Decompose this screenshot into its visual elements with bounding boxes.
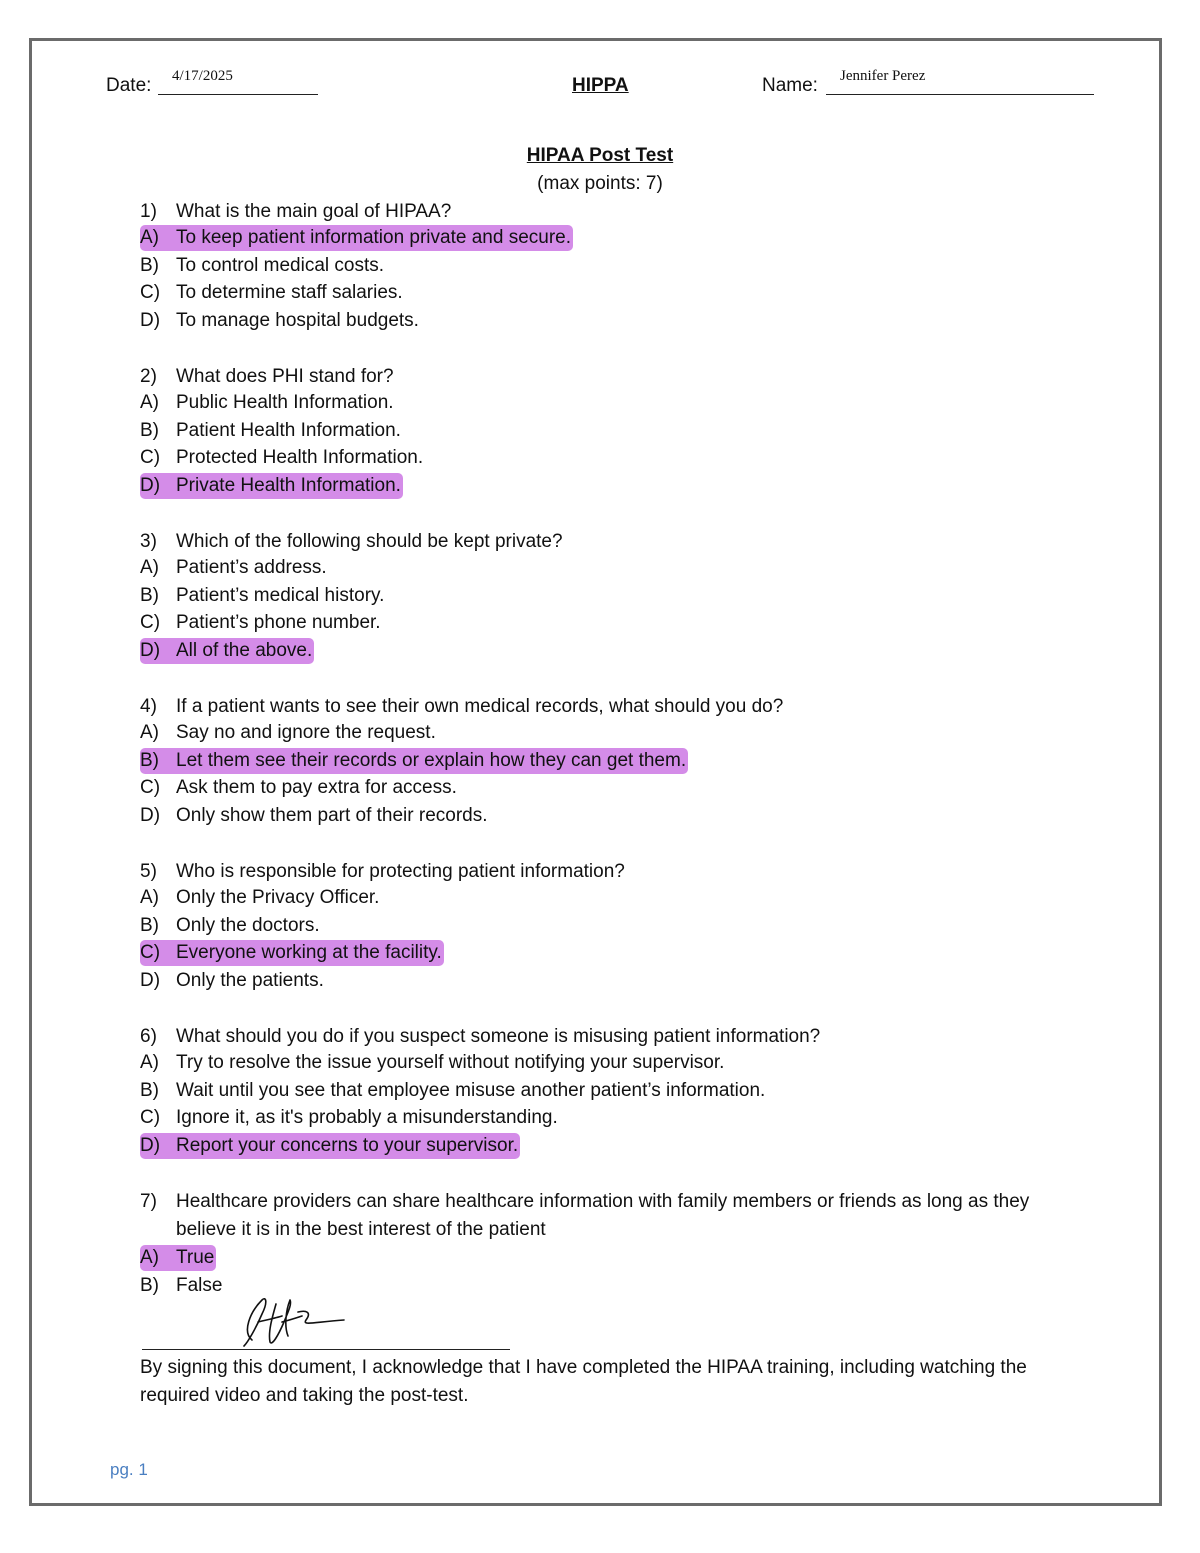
question-number: 5) [140, 861, 157, 882]
name-value: Jennifer Perez [840, 68, 926, 84]
answer-option[interactable] [140, 555, 327, 581]
question-text: What should you do if you suspect someone is misusing patient information? [176, 1026, 821, 1047]
option-letter: C) [140, 612, 161, 633]
option-letter: C) [140, 282, 161, 303]
answer-option[interactable] [140, 968, 324, 994]
option-text: Ask them to pay extra for access. [176, 777, 457, 798]
option-text: False [176, 1274, 223, 1296]
date-underline [158, 94, 318, 95]
option-letter: D) [140, 474, 161, 496]
option-text: Ignore it, as it's probably a misunderstanding. [176, 1107, 558, 1128]
question-text: Who is responsible for protecting patient information? [176, 861, 625, 882]
signature-line [142, 1349, 510, 1350]
question-text: If a patient wants to see their own medical records, what should you do? [176, 696, 784, 717]
acknowledgement-text: By signing this document, I acknowledge that I have completed the HIPAA training, including watching the required video and taking the post-test. [140, 1357, 1027, 1406]
answer-option[interactable] [140, 775, 457, 801]
option-letter: D) [140, 969, 161, 991]
option-text: Only the patients. [176, 969, 324, 991]
option-text: Protected Health Information. [176, 447, 424, 468]
option-text: Patient’s phone number. [176, 612, 381, 633]
option-letter: A) [140, 887, 159, 908]
option-letter: B) [140, 914, 159, 936]
option-letter: A) [140, 1247, 159, 1268]
option-letter: A) [140, 722, 159, 743]
question-number: 7) [140, 1191, 157, 1212]
option-text: Patient’s medical history. [176, 584, 385, 606]
answer-option[interactable] [140, 280, 403, 306]
option-text: Private Health Information. [176, 474, 401, 496]
question-number: 2) [140, 366, 157, 387]
option-letter: A) [140, 557, 159, 578]
option-letter: D) [140, 639, 161, 661]
question-number: 4) [140, 696, 157, 717]
question-number: 3) [140, 531, 157, 552]
option-letter: C) [140, 942, 161, 963]
answer-option[interactable] [140, 885, 379, 911]
answer-option[interactable] [140, 1078, 765, 1104]
name-underline [826, 94, 1094, 95]
answer-option-selected[interactable] [140, 638, 314, 664]
option-letter: B) [140, 254, 159, 276]
question-number: 1) [140, 201, 157, 222]
option-text: To manage hospital budgets. [176, 309, 419, 331]
option-text: To keep patient information private and secure. [176, 227, 572, 248]
option-text: Patient Health Information. [176, 419, 401, 441]
answer-option[interactable] [140, 610, 381, 636]
answer-option-selected[interactable] [140, 940, 444, 966]
date-label: Date: [106, 75, 152, 96]
answer-option[interactable] [140, 253, 384, 279]
question-4 [140, 693, 783, 721]
answer-option-selected[interactable] [140, 1133, 520, 1159]
answer-option-selected[interactable] [140, 1245, 216, 1271]
option-letter: B) [140, 1274, 159, 1296]
answer-option-selected[interactable] [140, 748, 688, 774]
signature-image [232, 1292, 350, 1348]
option-letter: D) [140, 804, 161, 826]
answer-option[interactable] [140, 913, 320, 939]
date-value: 4/17/2025 [172, 68, 233, 84]
option-letter: D) [140, 309, 161, 331]
page-number: pg. 1 [110, 1460, 148, 1479]
option-letter: A) [140, 227, 159, 248]
test-title: HIPAA Post Test [526, 145, 674, 166]
question-text: What is the main goal of HIPAA? [176, 201, 452, 222]
option-text: Everyone working at the facility. [176, 942, 442, 963]
course-heading: HIPPA [572, 75, 629, 96]
option-text: Only show them part of their records. [176, 804, 488, 826]
answer-option[interactable] [140, 803, 488, 829]
option-text: Only the doctors. [176, 914, 320, 936]
question-text: Healthcare providers can share healthcare information with family members or friends as long as they believe it is in the best interest of the patient [176, 1191, 1030, 1240]
answer-option[interactable] [140, 308, 419, 334]
question-2 [140, 363, 394, 391]
answer-option[interactable] [140, 1273, 222, 1299]
option-letter: B) [140, 419, 159, 441]
test-subtitle: (max points: 7) [537, 173, 663, 194]
option-text: Try to resolve the issue yourself without notifying your supervisor. [176, 1052, 725, 1073]
option-letter: A) [140, 1052, 159, 1073]
option-text: Let them see their records or explain how they can get them. [176, 749, 687, 771]
question-6 [140, 1023, 820, 1051]
answer-option-selected[interactable] [140, 225, 573, 251]
question-3 [140, 528, 563, 556]
option-text: To determine staff salaries. [176, 282, 403, 303]
question-7 [140, 1188, 1080, 1244]
option-letter: B) [140, 749, 159, 771]
option-text: Report your concerns to your supervisor. [176, 1134, 519, 1156]
answer-option[interactable] [140, 418, 401, 444]
option-letter: D) [140, 1134, 161, 1156]
question-text: Which of the following should be kept private? [176, 531, 563, 552]
answer-option[interactable] [140, 583, 384, 609]
name-label: Name: [762, 75, 818, 96]
option-text: Public Health Information. [176, 392, 394, 413]
option-letter: A) [140, 392, 159, 413]
option-letter: B) [140, 1079, 159, 1101]
answer-option[interactable] [140, 1105, 558, 1131]
answer-option-selected[interactable] [140, 473, 403, 499]
question-number: 6) [140, 1026, 157, 1047]
option-text: Only the Privacy Officer. [176, 887, 380, 908]
option-text: Patient’s address. [176, 557, 327, 578]
option-letter: C) [140, 447, 161, 468]
option-text: All of the above. [176, 639, 313, 661]
option-letter: C) [140, 1107, 161, 1128]
question-1 [140, 198, 451, 226]
option-text: To control medical costs. [176, 254, 385, 276]
option-text: Say no and ignore the request. [176, 722, 436, 743]
option-text: Wait until you see that employee misuse another patient’s information. [176, 1079, 766, 1101]
option-text: True [176, 1247, 215, 1268]
answer-option[interactable] [140, 390, 394, 416]
question-text: What does PHI stand for? [176, 366, 394, 387]
answer-option[interactable] [140, 720, 436, 746]
question-5 [140, 858, 625, 886]
answer-option[interactable] [140, 445, 423, 471]
option-letter: B) [140, 584, 159, 606]
answer-option[interactable] [140, 1050, 724, 1076]
option-letter: C) [140, 777, 161, 798]
